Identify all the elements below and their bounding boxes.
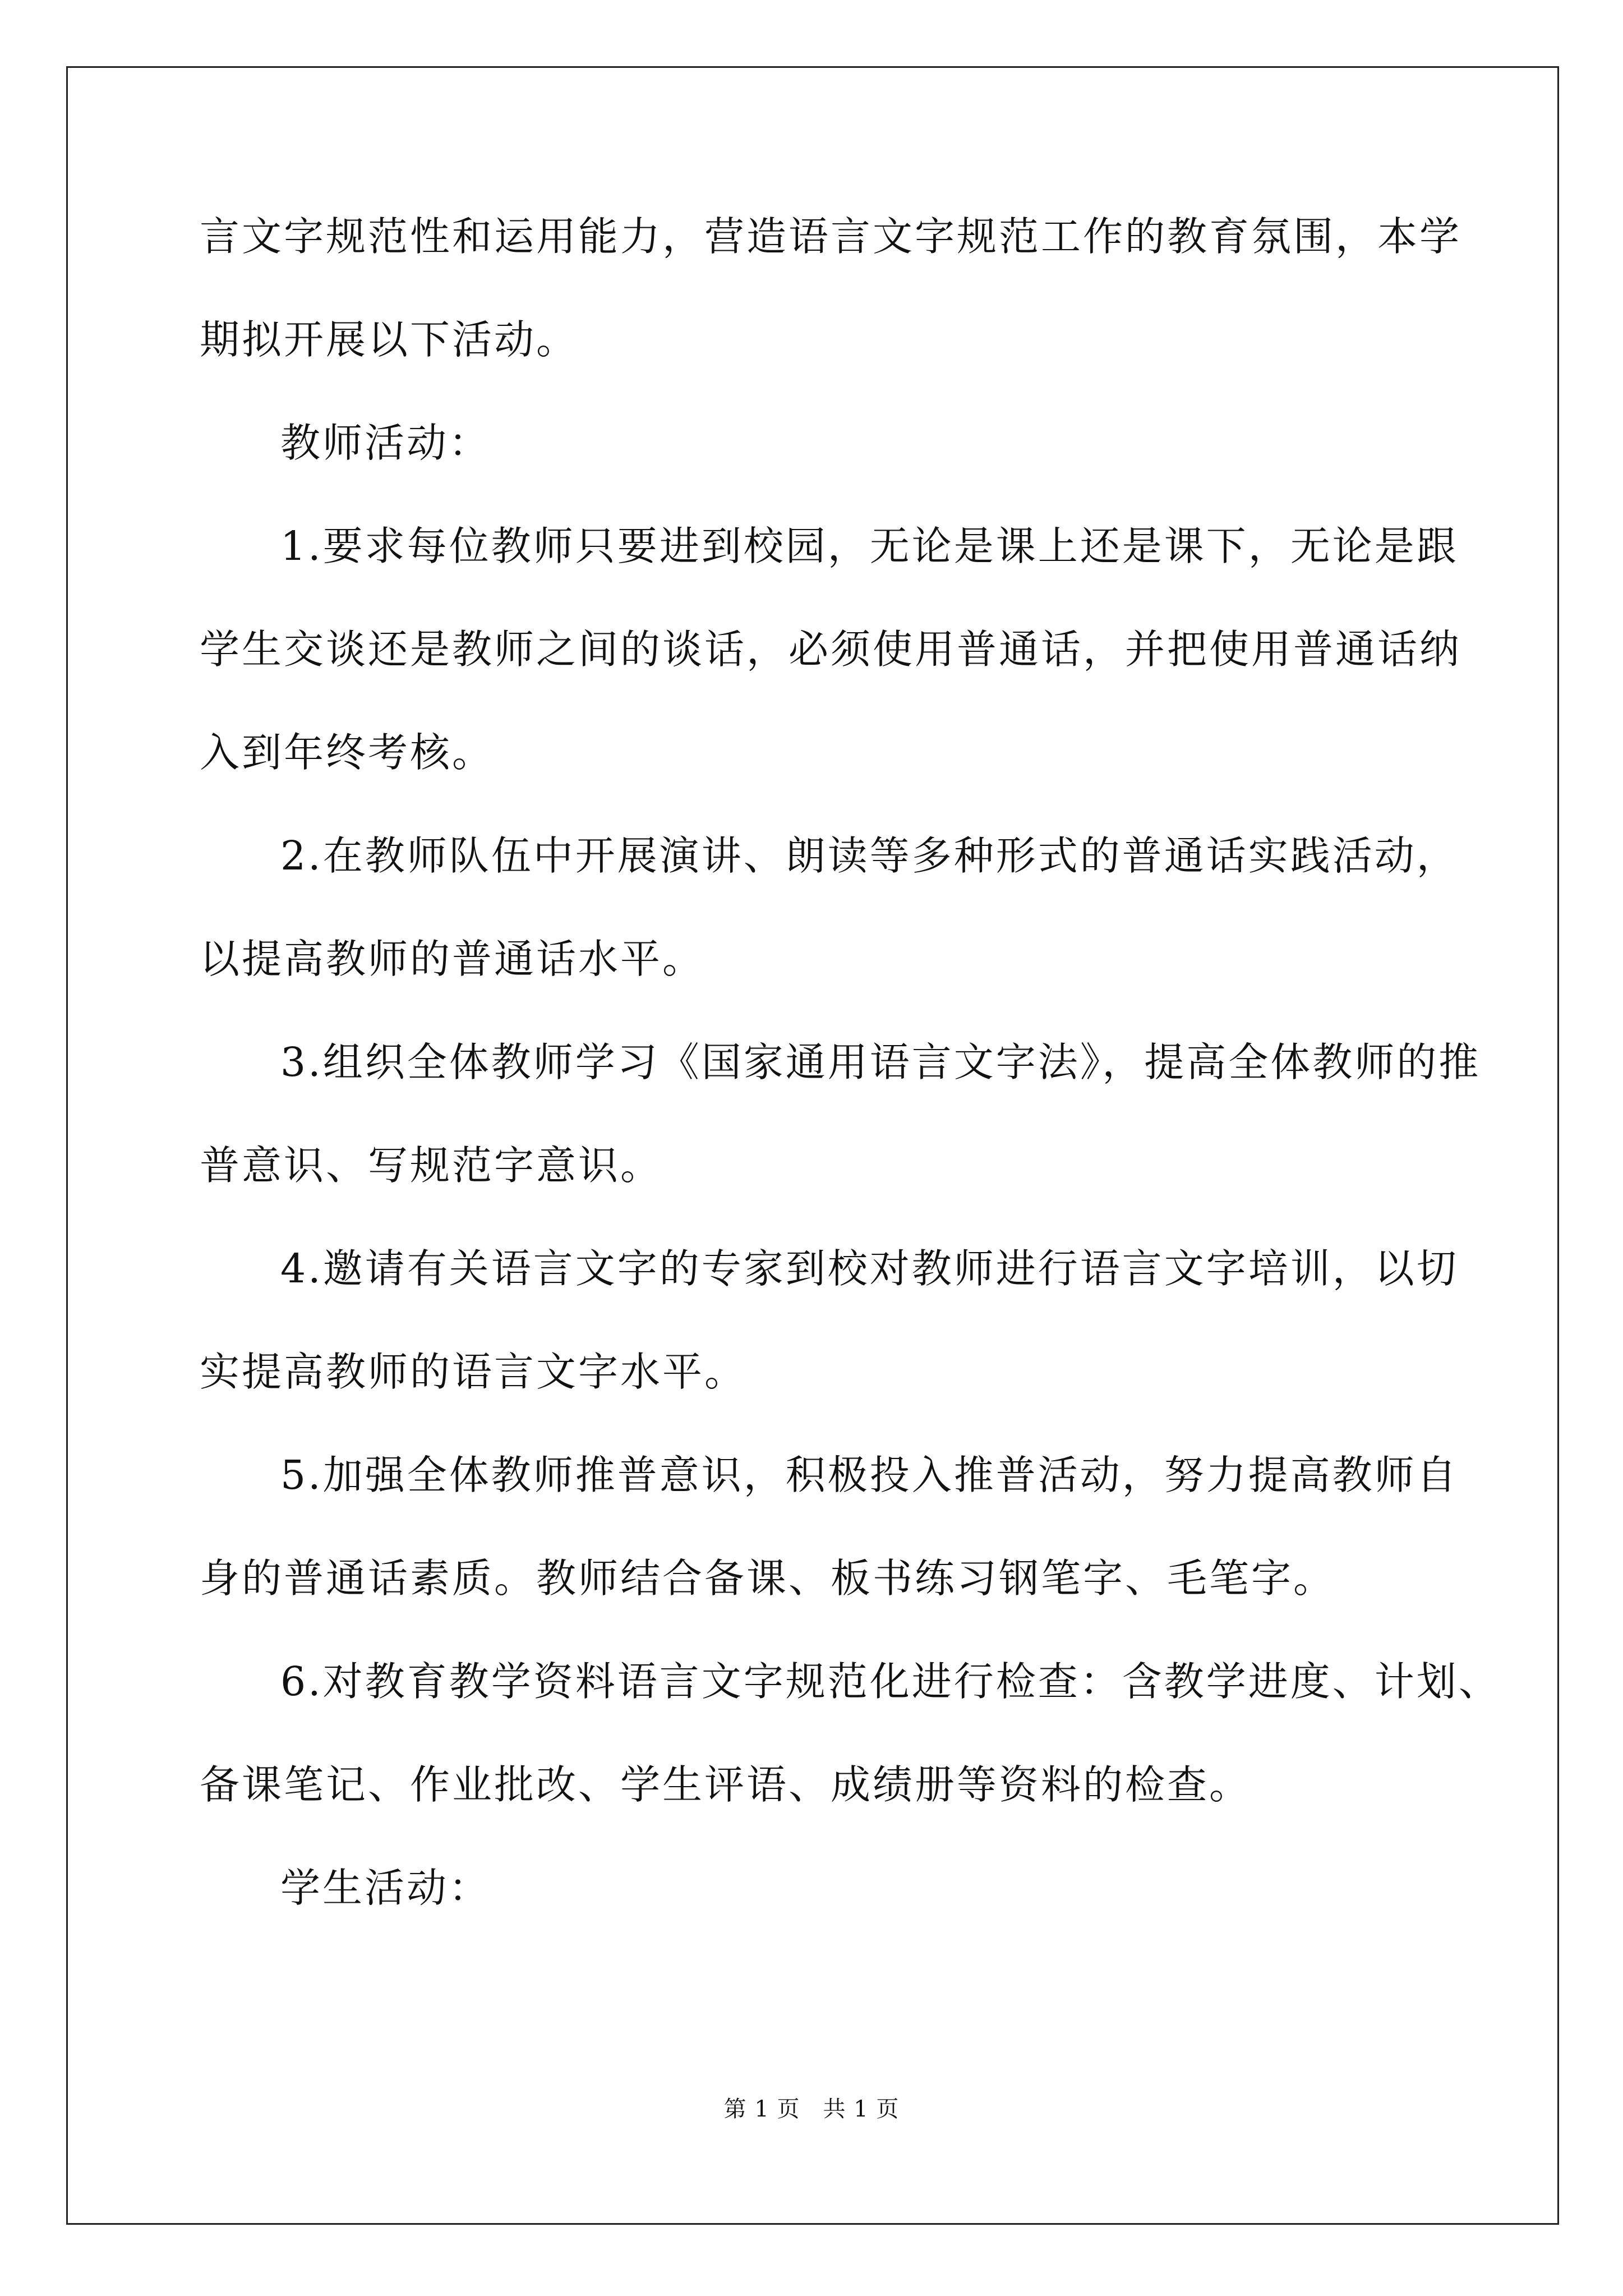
text-line: 以提高教师的普通话水平。 (200, 936, 705, 982)
text-line: 期拟开展以下活动。 (200, 316, 579, 363)
text-line: 学生交谈还是教师之间的谈话，必须使用普通话，并把使用普通话纳 (200, 626, 1462, 673)
text-line: 身的普通话素质。教师结合备课、板书练习钢笔字、毛笔字。 (200, 1555, 1336, 1602)
text-line: 实提高教师的语言文字水平。 (200, 1349, 747, 1395)
section-heading-teacher: 教师活动： (280, 420, 491, 466)
list-item-6: 6.对教育教学资料语言文字规范化进行检查：含教学进度、计划、 (280, 1658, 1501, 1705)
page-footer: 第 1 页 共 1 页 (723, 2096, 900, 2122)
text-line: 普意识、写规范字意识。 (200, 1142, 663, 1189)
list-item-2: 2.在教师队伍中开展演讲、朗读等多种形式的普通话实践活动， (280, 832, 1459, 879)
list-item-1: 1.要求每位教师只要进到校园，无论是课上还是课下，无论是跟 (280, 523, 1459, 569)
section-heading-student: 学生活动： (280, 1865, 491, 1911)
text-line: 入到年终考核。 (200, 729, 495, 776)
list-item-4: 4.邀请有关语言文字的专家到校对教师进行语言文字培训，以切 (280, 1245, 1459, 1292)
list-item-3: 3.组织全体教师学习《国家通用语言文字法》，提高全体教师的推 (280, 1039, 1481, 1085)
list-item-5: 5.加强全体教师推普意识，积极投入推普活动，努力提高教师自 (280, 1452, 1459, 1498)
text-line: 备课笔记、作业批改、学生评语、成绩册等资料的检查。 (200, 1761, 1252, 1808)
text-line: 言文字规范性和运用能力，营造语言文字规范工作的教育氛围，本学 (200, 213, 1462, 260)
